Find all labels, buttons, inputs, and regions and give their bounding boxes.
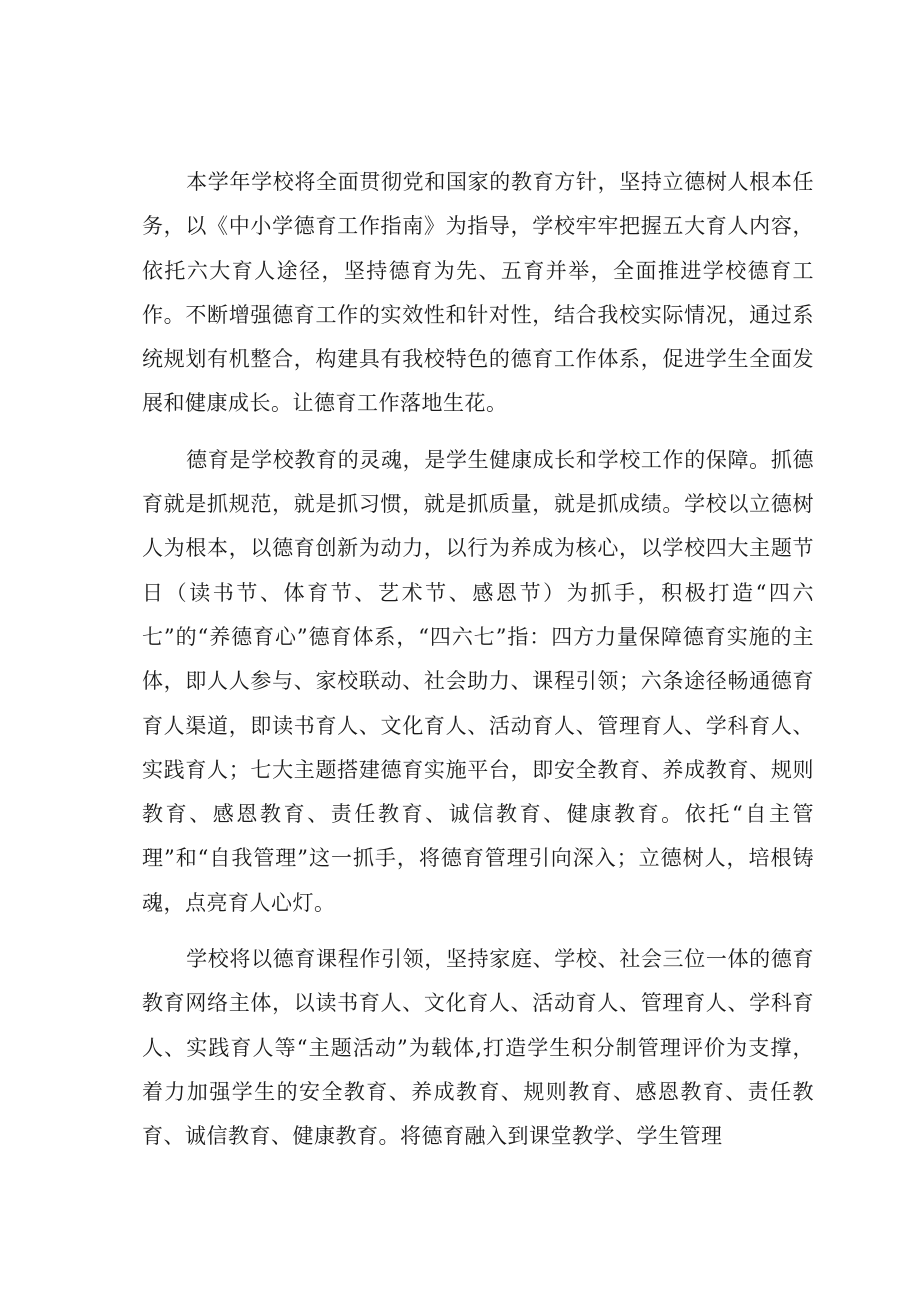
paragraph-3: 学校将以德育课程作引领，坚持家庭、学校、社会三位一体的德育教育网络主体，以读书育人、文化育人、活动育人、管理育人、学科育人、实践育人等“主题活动”为载体,打造学生积分制管理评价为支撑，着力加强学生的安全教育、养成教育、规则教育、感恩教育、责任教育、诚信教育、健康教育。将德育融入到课堂教学、学生管理 xyxy=(142,947,814,1149)
paragraph-2: 德育是学校教育的灵魂，是学生健康成长和学校工作的保障。抓德育就是抓规范，就是抓习惯，就是抓质量，就是抓成绩。学校以立德树人为根本，以德育创新为动力，以行为养成为核心，以学校四大主题节日（读书节、体育节、艺术节、感恩节）为抓手，积极打造“四六七”的“养德育心”德育体系，“四六七”指：四方力量保障德育实施的主体，即人人参与、家校联动、社会助力、课程引领；六条途径畅通德育育人渠道，即读书育人、文化育人、活动育人、管理育人、学科育人、实践育人；七大主题搭建德育实施平台，即安全教育、养成教育、规则教育、感恩教育、责任教育、诚信教育、健康教育。依托“自主管理”和“自我管理”这一抓手，将德育管理引向深入；立德树人，培根铸魂，点亮育人心灯。 xyxy=(142,447,814,915)
paragraph-1: 本学年学校将全面贯彻党和国家的教育方针，坚持立德树人根本任务，以《中小学德育工作指南》为指导，学校牢牢把握五大育人内容，依托六大育人途径，坚持德育为先、五育并举，全面推进学校德育工作。不断增强德育工作的实效性和针对性，结合我校实际情况，通过系统规划有机整合，构建具有我校特色的德育工作体系，促进学生全面发展和健康成长。让德育工作落地生花。 xyxy=(142,170,814,416)
document-body xyxy=(142,160,814,1171)
